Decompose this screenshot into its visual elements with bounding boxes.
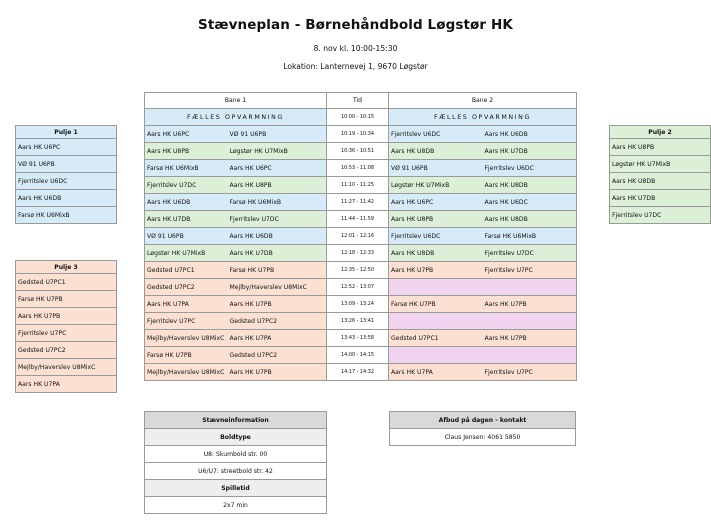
lane1-team-a: Farsø HK U7PB [145,347,228,364]
lane2-team-b: Aars HK U8DB [483,177,577,194]
lane1-team-b: Aars HK U6DB [228,228,327,245]
pool-team: Aars HK U8DB [610,173,711,190]
match-time: 12:18 - 12:33 [327,245,389,262]
pool-3-table [15,260,117,393]
event-info-table [144,411,327,514]
pool-team: Fjerritslev U7PC [16,325,117,342]
lane2-team-b: Fjerritslev U7PC [483,364,577,381]
lane2-team-b: Aars HK U6DC [483,194,577,211]
lane2-team-b: Farsø HK U6MixB [483,228,577,245]
match-time: 12:35 - 12:50 [327,262,389,279]
lane1-team-b: VØ 91 U6PB [228,126,327,143]
match-row [145,194,577,211]
lane2-team-a: Fjerritslev U6DC [389,228,483,245]
warmup-lane1: FÆLLES OPVARMNING [145,109,327,126]
lane2-team-b: Aars HK U8DB [483,211,577,228]
event-info-title: Stævneinformation [145,412,327,429]
lane2-team-a: Farsø HK U7PB [389,296,483,313]
pool-2-title: Pulje 2 [610,126,711,139]
lane1-team-a: Mejlby/Haverslev U8MixC [145,330,228,347]
match-time: 13:09 - 13:24 [327,296,389,313]
lane1-team-b: Gedsted U7PC2 [228,347,327,364]
match-time: 11:27 - 11:42 [327,194,389,211]
lane1-team-a: Aars HK U6PC [145,126,228,143]
lane2-team-b: Aars HK U7DB [483,143,577,160]
pool-1-table [15,125,117,224]
event-location: Lokation: Lanternevej 1, 9670 Løgstør [283,62,428,71]
lane2-empty-slot [389,347,577,364]
ball-type-heading: Boldtype [145,429,327,446]
match-row [145,279,577,296]
lane1-team-a: Fjerritslev U7DC [145,177,228,194]
lane1-team-b: Aars HK U8PB [228,177,327,194]
page-title: Stævneplan - Børnehåndbold Løgstør HK [198,17,513,33]
match-time: 12:01 - 12:16 [327,228,389,245]
pool-team: Mejlby/Haverslev U8MixC [16,359,117,376]
lane2-team-b: Fjerritslev U7DC [483,245,577,262]
pool-team: Gedsted U7PC1 [16,274,117,291]
lane2-team-a: Aars HK U6PC [389,194,483,211]
match-time: 10:19 - 10:34 [327,126,389,143]
lane1-team-b: Farsø HK U6MixB [228,194,327,211]
pool-team: Aars HK U7PB [16,308,117,325]
lane1-team-b: Mejlby/Haverslev U8MixC [228,279,327,296]
match-row [145,296,577,313]
pool-team: VØ 91 U6PB [16,156,117,173]
lane1-team-a: Fjerritslev U7PC [145,313,228,330]
lane1-team-b: Løgstør HK U7MixB [228,143,327,160]
pool-team: Aars HK U7PA [16,376,117,393]
match-row [145,160,577,177]
lane1-team-a: VØ 91 U6PB [145,228,228,245]
time-header: Tid [327,93,389,109]
match-row [145,364,577,381]
match-row [145,262,577,279]
lane1-team-a: Aars HK U7DB [145,211,228,228]
warmup-lane2: FÆLLES OPVARMNING [389,109,577,126]
match-time: 11:44 - 11:59 [327,211,389,228]
lane2-team-a: Aars HK U8PB [389,211,483,228]
pool-2-table [609,125,711,224]
pool-team: Fjerritslev U6DC [16,173,117,190]
match-row [145,228,577,245]
play-time-value: 2x7 min [145,497,327,514]
match-time: 10:36 - 10:51 [327,143,389,160]
lane2-team-a: Gedsted U7PC1 [389,330,483,347]
pool-team: Fjerritslev U7DC [610,207,711,224]
lane2-team-a: VØ 91 U6PB [389,160,483,177]
match-row [145,245,577,262]
lane1-team-b: Farsø HK U7PB [228,262,327,279]
lane2-team-b: Aars HK U7PB [483,330,577,347]
lane1-team-a: Aars HK U7PA [145,296,228,313]
warmup-row [145,109,577,126]
lane1-team-b: Aars HK U7DB [228,245,327,262]
pool-team: Aars HK U6PC [16,139,117,156]
lane1-team-a: Løgstør HK U7MixB [145,245,228,262]
match-time: 10:53 - 11:08 [327,160,389,177]
lane2-empty-slot [389,313,577,330]
contact-table [389,411,576,446]
match-time: 14:00 - 14:15 [327,347,389,364]
pool-1-title: Pulje 1 [16,126,117,139]
lane1-team-a: Gedsted U7PC1 [145,262,228,279]
ball-type-u6u7: U6/U7: streetbold str. 42 [145,463,327,480]
contact-title: Afbud på dagen - kontakt [390,412,576,429]
lane1-team-a: Aars HK U8PB [145,143,228,160]
match-row [145,211,577,228]
match-row [145,177,577,194]
lane1-team-a: Farsø HK U6MixB [145,160,228,177]
match-time: 13:43 - 13:58 [327,330,389,347]
lane1-team-b: Gedsted U7PC2 [228,313,327,330]
match-row [145,330,577,347]
lane2-team-a: Aars HK U7PB [389,262,483,279]
lane2-team-b: Aars HK U6DB [483,126,577,143]
lane1-team-b: Aars HK U7PB [228,296,327,313]
schedule-table [144,92,577,381]
lane2-team-a: Fjerritslev U6DC [389,126,483,143]
pool-team: Aars HK U8PB [610,139,711,156]
lane2-header: Bane 2 [389,93,577,109]
match-row [145,347,577,364]
pool-team: Farsø HK U7PB [16,291,117,308]
lane2-empty-slot [389,279,577,296]
event-date: 8. nov kl. 10:00-15:30 [313,44,398,53]
ball-type-u8: U8: Skumbold str. 00 [145,446,327,463]
lane1-team-a: Aars HK U6DB [145,194,228,211]
lane2-team-a: Aars HK U8DB [389,245,483,262]
schedule-header-row [145,93,577,109]
lane2-team-b: Fjerritslev U7PC [483,262,577,279]
lane1-team-b: Fjerritslev U7DC [228,211,327,228]
match-time: 12:52 - 13:07 [327,279,389,296]
lane1-team-a: Gedsted U7PC2 [145,279,228,296]
lane2-team-a: Løgstør HK U7MixB [389,177,483,194]
match-time: 13:26 - 13:41 [327,313,389,330]
pool-team: Løgstør HK U7MixB [610,156,711,173]
lane1-team-b: Aars HK U7PB [228,364,327,381]
lane2-team-b: Aars HK U7PB [483,296,577,313]
match-time: 11:10 - 11:25 [327,177,389,194]
lane2-team-b: Fjerritslev U6DC [483,160,577,177]
match-row [145,126,577,143]
match-row [145,143,577,160]
match-row [145,313,577,330]
lane1-team-a: Mejlby/Haverslev U8MixC [145,364,228,381]
contact-value: Claus Jensen: 4061 5850 [390,429,576,446]
match-time: 14:17 - 14:32 [327,364,389,381]
pool-team: Aars HK U6DB [16,190,117,207]
lane1-header: Bane 1 [145,93,327,109]
pool-team: Aars HK U7DB [610,190,711,207]
pool-team: Farsø HK U6MixB [16,207,117,224]
warmup-time: 10:00 - 10:15 [327,109,389,126]
pool-3-title: Pulje 3 [16,261,117,274]
lane2-team-a: Aars HK U7PA [389,364,483,381]
pool-team: Gedsted U7PC2 [16,342,117,359]
lane1-team-b: Aars HK U7PA [228,330,327,347]
lane1-team-b: Aars HK U6PC [228,160,327,177]
lane2-team-a: Aars HK U8DB [389,143,483,160]
play-time-heading: Spilletid [145,480,327,497]
